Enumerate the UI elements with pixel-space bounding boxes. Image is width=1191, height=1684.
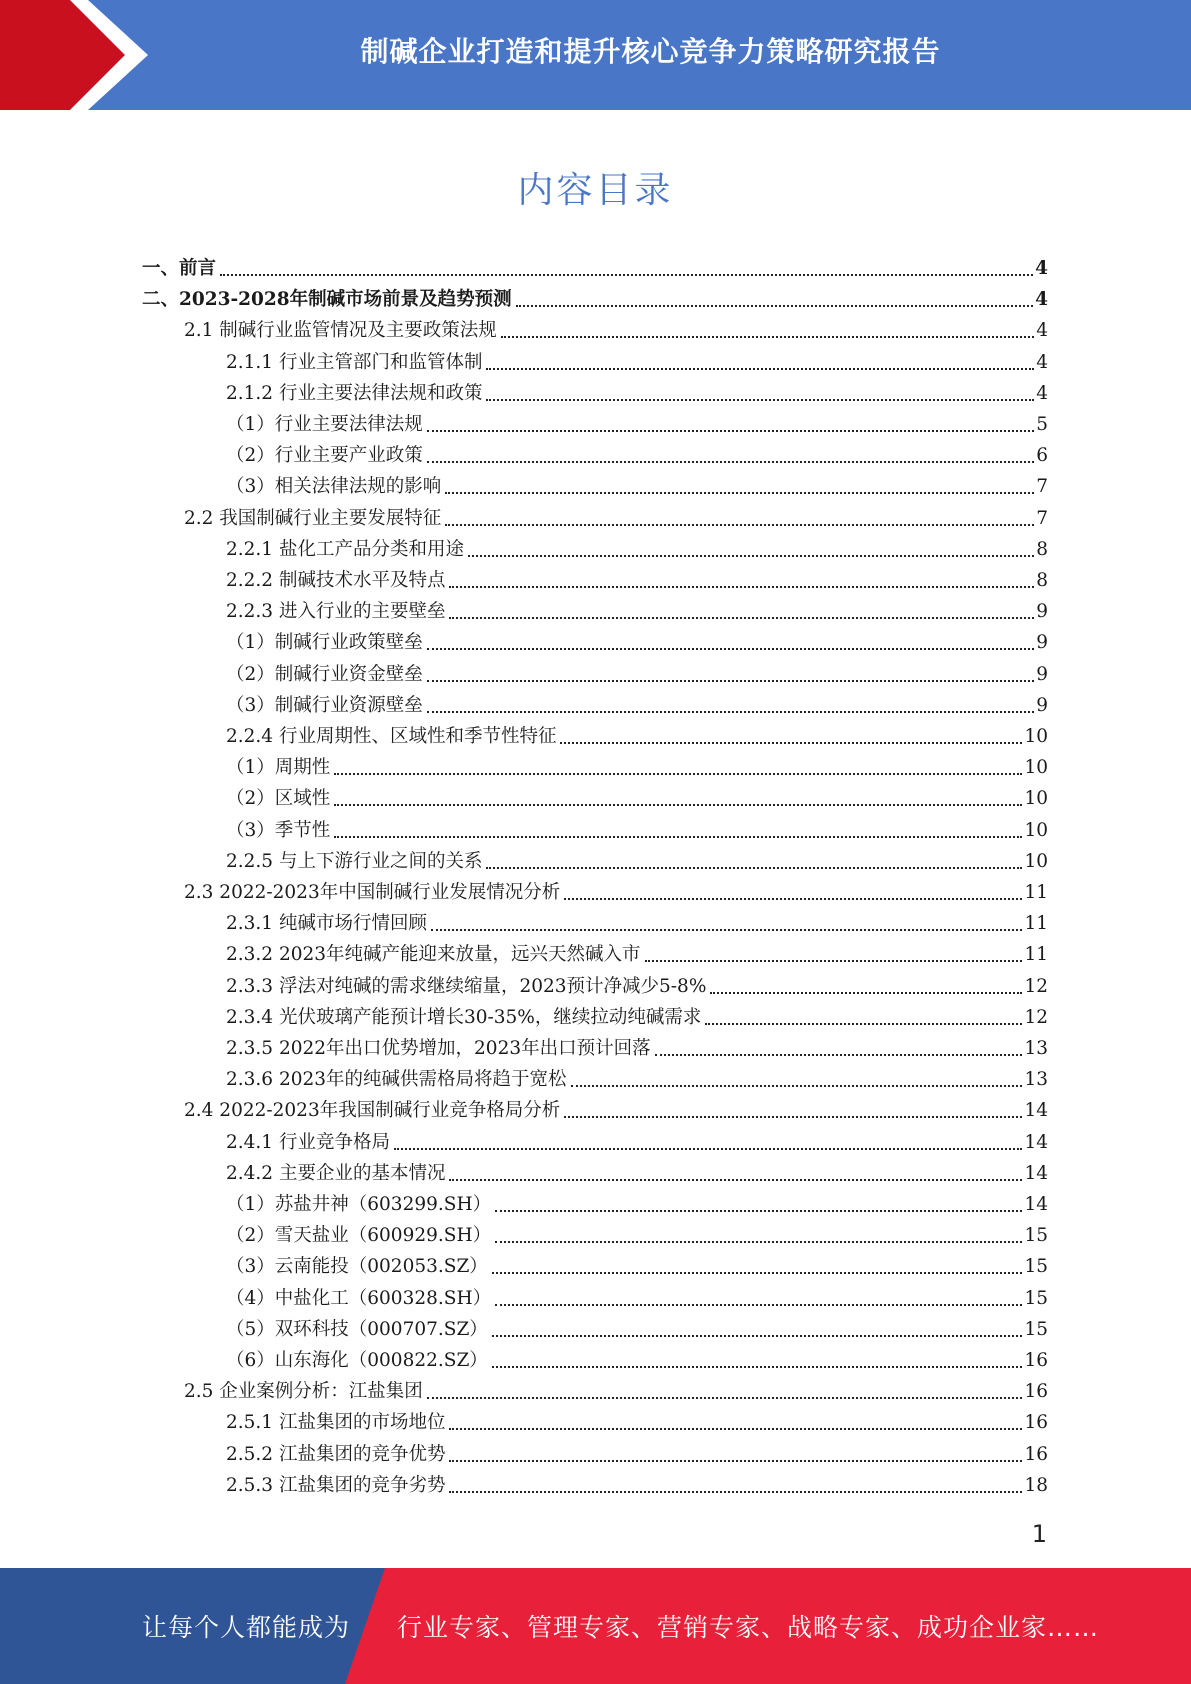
toc-leader-dots: [427, 680, 1034, 682]
toc-entry[interactable]: [226, 721, 1048, 752]
toc-leader-dots: [516, 305, 1033, 307]
toc-entry-label: 2.3.3 浮法对纯碱的需求继续缩量，2023预计净减少5-8%: [226, 975, 707, 997]
toc-entry-page: 11: [1024, 913, 1048, 935]
toc-entry-label: （2）制碱行业资金壁垒: [226, 663, 423, 685]
toc-leader-dots: [486, 867, 1022, 869]
toc-entry-page: 4: [1036, 351, 1048, 373]
footer-slogan-right: 行业专家、管理专家、营销专家、战略专家、成功企业家……: [397, 1613, 1100, 1642]
toc-leader-dots: [427, 648, 1034, 650]
toc-leader-dots: [334, 804, 1022, 806]
toc-entry[interactable]: [226, 534, 1048, 565]
toc-entry-label: 2.2.4 行业周期性、区域性和季节性特征: [226, 726, 557, 747]
toc-entry-label: 二、2023-2028年制碱市场前景及趋势预测: [142, 289, 512, 311]
toc-entry-label: （3）季节性: [226, 819, 331, 841]
toc-entry-label: 2.2.2 制碱技术水平及特点: [226, 570, 446, 591]
toc-entry[interactable]: [226, 409, 1048, 440]
toc-leader-dots: [655, 1054, 1023, 1056]
toc-entry-page: 14: [1024, 1162, 1048, 1184]
toc-entry-label: 2.1.2 行业主要法律法规和政策: [226, 382, 483, 404]
toc-entry[interactable]: [226, 1064, 1048, 1095]
toc-entry[interactable]: [226, 471, 1048, 502]
toc-leader-dots: [449, 1428, 1022, 1430]
toc-entry[interactable]: [226, 971, 1048, 1002]
toc-entry-page: 16: [1024, 1412, 1048, 1434]
toc-entry-page: 16: [1024, 1381, 1048, 1403]
toc-leader-dots: [427, 430, 1034, 432]
toc-entry-label: 2.3.4 光伏玻璃产能预计增长30-35%，继续拉动纯碱需求: [226, 1006, 702, 1028]
toc-entry[interactable]: [226, 1220, 1048, 1251]
toc-leader-dots: [220, 274, 1033, 276]
toc-heading: 内容目录: [517, 170, 674, 211]
toc-leader-dots: [492, 1335, 1023, 1337]
toc-entry-page: 10: [1024, 850, 1048, 872]
toc-entry[interactable]: [226, 1033, 1048, 1064]
toc-entry[interactable]: [226, 1189, 1048, 1220]
toc-entry-label: 2.4.1 行业竞争格局: [226, 1131, 390, 1153]
toc-entry[interactable]: [226, 378, 1048, 409]
toc-entry-page: 10: [1024, 819, 1048, 841]
toc-leader-dots: [334, 836, 1022, 838]
toc-leader-dots: [495, 1241, 1022, 1243]
toc-entry[interactable]: [226, 440, 1048, 471]
toc-entry-page: 4: [1036, 382, 1048, 404]
toc-entry-label: 2.2 我国制碱行业主要发展特征: [184, 507, 442, 529]
toc-entry-label: 2.3.1 纯碱市场行情回顾: [226, 913, 427, 935]
toc-leader-dots: [427, 711, 1034, 713]
toc-entry[interactable]: [226, 783, 1048, 814]
toc-entry-label: 2.2.3 进入行业的主要壁垒: [226, 601, 446, 623]
toc-leader-dots: [564, 1116, 1022, 1118]
toc-entry-label: （2）行业主要产业政策: [226, 445, 423, 467]
toc-leader-dots: [431, 929, 1022, 931]
toc-entry[interactable]: [226, 1158, 1048, 1189]
toc-entry-page: 16: [1024, 1350, 1048, 1371]
toc-leader-dots: [564, 898, 1022, 900]
toc-entry-page: 15: [1024, 1287, 1048, 1309]
toc-leader-dots: [710, 992, 1022, 994]
toc-leader-dots: [468, 555, 1034, 557]
toc-entry[interactable]: [226, 1283, 1048, 1314]
toc-leader-dots: [486, 399, 1034, 401]
toc-entry-label: 2.5.2 江盐集团的竞争优势: [226, 1443, 446, 1465]
toc-entry[interactable]: [226, 752, 1048, 783]
toc-leader-dots: [449, 617, 1034, 619]
toc-leader-dots: [560, 742, 1022, 744]
toc-entry[interactable]: [226, 627, 1048, 658]
toc-entry-label: 一、前言: [142, 258, 217, 279]
toc-entry-label: （5）双环科技（000707.SZ）: [226, 1318, 488, 1340]
toc-entry-page: 15: [1024, 1318, 1048, 1340]
toc-entry-page: 8: [1036, 538, 1048, 560]
toc-leader-dots: [445, 492, 1034, 494]
toc-leader-dots: [449, 586, 1034, 588]
toc-leader-dots: [449, 1179, 1022, 1181]
toc-leader-dots: [501, 336, 1034, 338]
toc-entry-label: 2.3.2 2023年纯碱产能迎来放量，远兴天然碱入市: [226, 944, 641, 966]
toc-leader-dots: [334, 773, 1022, 775]
toc-entry[interactable]: [226, 1251, 1048, 1282]
toc-entry-page: 4: [1035, 289, 1048, 311]
toc-entry-page: 14: [1024, 1131, 1048, 1153]
toc-entry-page: 18: [1024, 1474, 1048, 1496]
toc-entry[interactable]: [226, 1345, 1048, 1376]
toc-entry[interactable]: [142, 253, 1048, 284]
toc-entry[interactable]: [226, 908, 1048, 939]
toc-entry[interactable]: [184, 877, 1048, 908]
toc-entry[interactable]: [226, 1470, 1048, 1501]
toc-entry[interactable]: [226, 1439, 1048, 1470]
toc-entry-page: 10: [1024, 788, 1048, 810]
toc-leader-dots: [449, 1460, 1022, 1462]
toc-leader-dots: [645, 960, 1023, 962]
toc-entry-page: 9: [1036, 601, 1048, 623]
toc-entry-page: 12: [1024, 1006, 1048, 1028]
toc-entry-label: （3）云南能投（002053.SZ）: [226, 1256, 488, 1278]
toc-entry[interactable]: [184, 1095, 1048, 1126]
toc-entry-page: 14: [1024, 1100, 1048, 1122]
toc-entry-label: （3）制碱行业资源壁垒: [226, 694, 423, 716]
toc-entry-page: 12: [1024, 975, 1048, 997]
toc-entry-page: 14: [1024, 1194, 1048, 1215]
toc-entry-label: （2）雪天盐业（600929.SH）: [226, 1225, 492, 1247]
report-title: 制碱企业打造和提升核心竞争力策略研究报告: [360, 35, 941, 68]
footer-slogan-left: 让每个人都能成为: [142, 1613, 351, 1642]
toc-leader-dots: [571, 1085, 1023, 1087]
toc-entry-page: 13: [1024, 1038, 1048, 1059]
page-header: [0, 0, 1191, 110]
toc-entry-label: 2.3.5 2022年出口优势增加，2023年出口预计回落: [226, 1038, 651, 1059]
toc-entry-label: 2.2.5 与上下游行业之间的关系: [226, 850, 483, 872]
toc-entry[interactable]: [226, 659, 1048, 690]
toc-entry-page: 5: [1036, 414, 1048, 435]
toc-entry-page: 10: [1024, 757, 1048, 779]
toc-entry[interactable]: [226, 1002, 1048, 1033]
toc-entry-page: 11: [1024, 944, 1048, 966]
toc-entry-label: 2.4.2 主要企业的基本情况: [226, 1162, 446, 1184]
toc-entry-label: 2.2.1 盐化工产品分类和用途: [226, 538, 464, 560]
toc-entry[interactable]: [184, 503, 1048, 534]
toc-entry[interactable]: [184, 315, 1048, 346]
toc-entry[interactable]: [142, 284, 1048, 315]
toc-entry[interactable]: [226, 815, 1048, 846]
toc-entry-page: 7: [1036, 476, 1048, 498]
toc-entry[interactable]: [226, 1407, 1048, 1438]
toc-entry-page: 4: [1035, 258, 1048, 279]
toc-entry[interactable]: [226, 596, 1048, 627]
toc-entry-label: 2.5 企业案例分析：江盐集团: [184, 1381, 423, 1403]
toc-entry-page: 13: [1024, 1069, 1048, 1091]
toc-entry-label: 2.5.3 江盐集团的竞争劣势: [226, 1474, 446, 1496]
toc-entry-label: （1）周期性: [226, 757, 331, 779]
toc-entry-label: （1）制碱行业政策壁垒: [226, 632, 423, 654]
toc-entry-page: 7: [1036, 507, 1048, 529]
toc-entry[interactable]: [226, 939, 1048, 970]
toc-entry-label: 2.1.1 行业主管部门和监管体制: [226, 351, 483, 373]
toc-entry-label: 2.4 2022-2023年我国制碱行业竞争格局分析: [184, 1100, 561, 1122]
toc-entry-label: （4）中盐化工（600328.SH）: [226, 1287, 492, 1309]
toc-entry-page: 10: [1024, 726, 1048, 747]
toc-entry[interactable]: [226, 1314, 1048, 1345]
toc-entry-page: 9: [1036, 632, 1048, 654]
page-footer: [0, 1568, 1191, 1684]
toc-entry-page: 11: [1024, 882, 1048, 903]
toc-entry[interactable]: [184, 1376, 1048, 1407]
toc-entry[interactable]: [226, 1127, 1048, 1158]
toc-leader-dots: [705, 1023, 1022, 1025]
toc-leader-dots: [492, 1272, 1023, 1274]
toc-leader-dots: [492, 1366, 1023, 1368]
toc-entry-page: 8: [1036, 570, 1048, 591]
toc-leader-dots: [495, 1210, 1022, 1212]
toc-entry[interactable]: [226, 690, 1048, 721]
toc-leader-dots: [427, 1397, 1023, 1399]
toc-leader-dots: [394, 1148, 1022, 1150]
toc-entry-label: 2.5.1 江盐集团的市场地位: [226, 1412, 446, 1434]
toc-entry-label: （3）相关法律法规的影响: [226, 476, 442, 498]
toc-entry-label: （1）苏盐井神（603299.SH）: [226, 1194, 492, 1215]
toc-entry-page: 16: [1024, 1443, 1048, 1465]
toc-entry-page: 9: [1036, 694, 1048, 716]
toc-entry-label: 2.3.6 2023年的纯碱供需格局将趋于宽松: [226, 1069, 567, 1091]
toc-entry[interactable]: [226, 347, 1048, 378]
red-arrow-decoration: [0, 0, 160, 110]
toc-entry-label: （2）区域性: [226, 788, 331, 810]
toc-entry-page: 15: [1024, 1256, 1048, 1278]
toc-entry[interactable]: [226, 565, 1048, 596]
toc-leader-dots: [495, 1304, 1022, 1306]
toc-leader-dots: [427, 461, 1034, 463]
toc-entry-page: 15: [1024, 1225, 1048, 1247]
toc-entry-page: 4: [1036, 320, 1048, 342]
toc-leader-dots: [445, 524, 1034, 526]
page-number: 1: [1031, 1520, 1047, 1548]
toc-entry-label: 2.3 2022-2023年中国制碱行业发展情况分析: [184, 882, 561, 903]
toc-entry-label: （1）行业主要法律法规: [226, 414, 423, 435]
toc-entry-label: （6）山东海化（000822.SZ）: [226, 1350, 488, 1371]
toc-entry-label: 2.1 制碱行业监管情况及主要政策法规: [184, 320, 497, 342]
toc-leader-dots: [449, 1491, 1022, 1493]
toc-entry-page: 6: [1036, 445, 1048, 467]
toc-leader-dots: [486, 368, 1034, 370]
toc-entry-page: 9: [1036, 663, 1048, 685]
toc-entry[interactable]: [226, 846, 1048, 877]
